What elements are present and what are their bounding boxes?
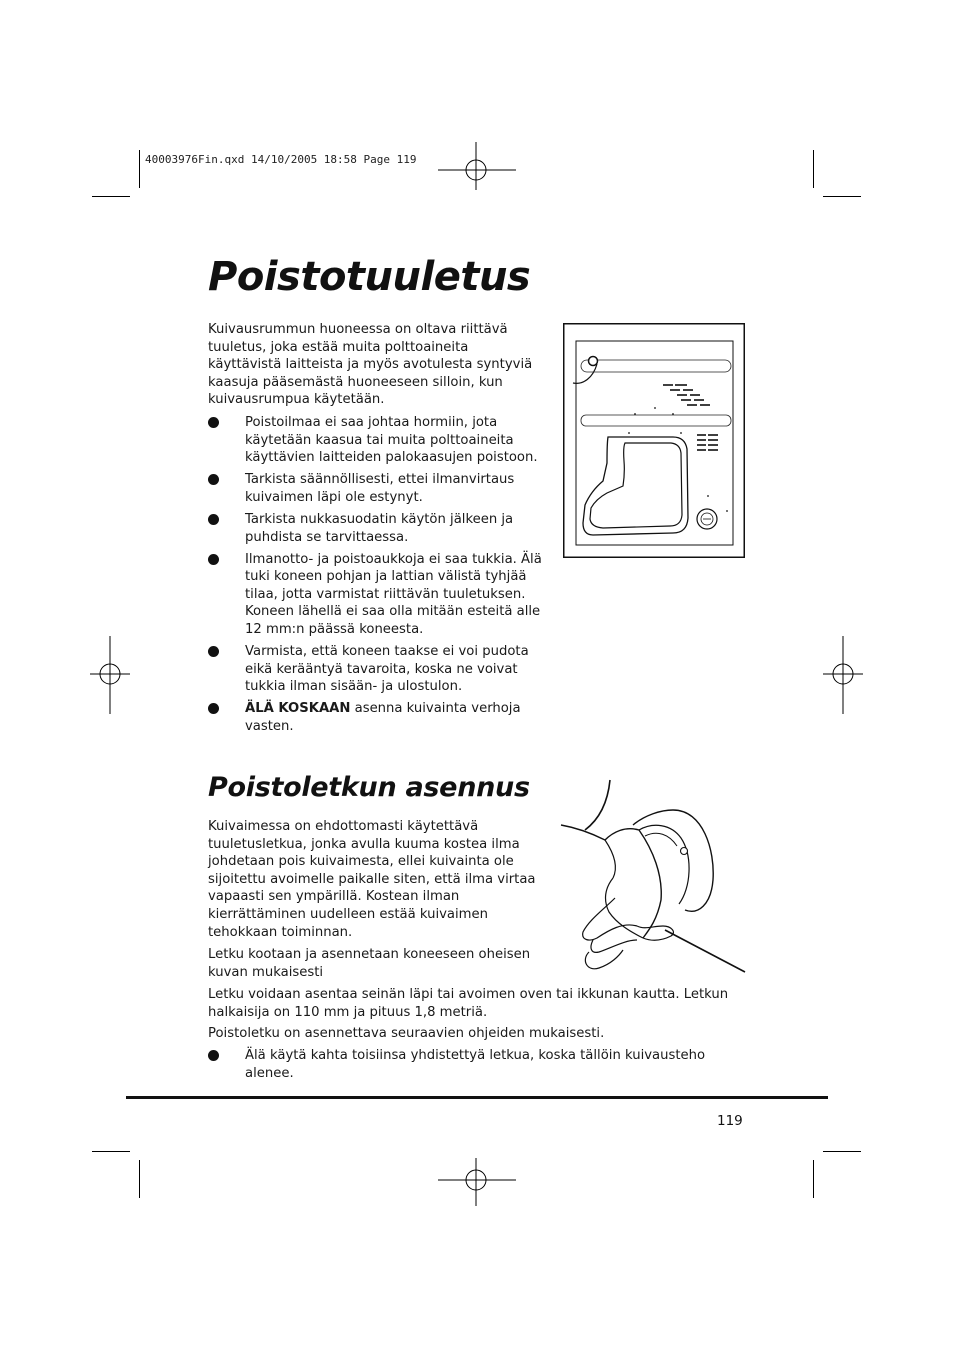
section-title: Poistoletkun asennus xyxy=(208,772,530,803)
print-slug: 40003976Fin.qxd 14/10/2005 18:58 Page 119 xyxy=(145,153,417,166)
bullet-icon xyxy=(208,703,219,714)
page-number: 119 xyxy=(717,1113,743,1129)
list-item: ÄLÄ KOSKAAN asenna kuivainta verhoja vasten. xyxy=(208,700,553,735)
list-item: Älä käytä kahta toisiinsa yhdistettyä letkua, koska tällöin kuivausteho alenee. xyxy=(208,1047,753,1082)
list-item: Ilmanotto- ja poistoaukkoja ei saa tukkia. Älä tuki koneen pohjan ja lattian välistä tyhjää tilaa, jotta varmistat riittävän tuuletuksen. Koneen lähellä ei saa olla mitään esteitä alle 12 mm:n päässä koneesta. xyxy=(208,551,553,639)
ventilation-bullet-list xyxy=(208,414,553,740)
registration-mark-bottom xyxy=(438,1150,516,1206)
bullet-icon xyxy=(208,514,219,525)
list-item: Varmista, että koneen taakse ei voi pudota eikä kerääntyä tavaroita, koska ne voivat tukkia ilman sisään- ja ulostulon. xyxy=(208,643,553,696)
bullet-icon xyxy=(208,474,219,485)
list-item: Tarkista säännöllisesti, ettei ilmanvirtaus kuivaimen läpi ole estynyt. xyxy=(208,471,553,506)
registration-mark-right xyxy=(823,636,863,714)
warning-emphasis: ÄLÄ KOSKAAN xyxy=(245,701,351,717)
bullet-icon xyxy=(208,646,219,657)
bullet-icon xyxy=(208,417,219,428)
hose-paragraph-2: Letku kootaan ja asennetaan koneeseen oheisen kuvan mukaisesti xyxy=(208,947,531,980)
dryer-illustration xyxy=(563,323,745,558)
hose-paragraph-1: Kuivaimessa on ehdottomasti käytettävä tuuletusletkua, jonka avulla kuuma kostea ilma johdetaan pois kuivaimesta, ellei kuivainta ole sijoitettu avoimelle paikalle siten, että ilma virtaa vapaasti sen ympärillä. Kostean ilman kierrättäminen uudelleen estää kuivaimen tehokkaan toiminnan. xyxy=(208,819,536,940)
registration-mark-left xyxy=(90,636,130,714)
page-title: Poistotuuletus xyxy=(208,254,531,300)
footer-rule xyxy=(126,1096,828,1099)
hose-attachment-illustration xyxy=(553,780,748,978)
bullet-icon xyxy=(208,1050,219,1061)
hose-bullet-list xyxy=(208,1047,753,1087)
hose-paragraph-4: Poistoletku on asennettava seuraavien ohjeiden mukaisesti. xyxy=(208,1026,605,1041)
list-item: Poistoilmaa ei saa johtaa hormiin, jota käytetään kaasua tai muita polttoaineita käyttävien laitteiden palokaasujen poistoon. xyxy=(208,414,553,467)
hose-paragraph-3: Letku voidaan asentaa seinän läpi tai avoimen oven tai ikkunan kautta. Letkun halkaisija on 110 mm ja pituus 1,8 metriä. xyxy=(208,987,729,1020)
intro-paragraph: Kuivausrummun huoneessa on oltava riittävä tuuletus, joka estää muita polttoaineita käyttävistä laitteista ja myös avotulesta syntyviä kaasuja pääsemästä huoneeseen silloin, kun kuivausrumpua käytetään. xyxy=(208,322,533,408)
bullet-icon xyxy=(208,554,219,565)
list-item: Tarkista nukkasuodatin käytön jälkeen ja puhdista se tarvittaessa. xyxy=(208,511,553,546)
registration-mark-top xyxy=(438,142,516,198)
